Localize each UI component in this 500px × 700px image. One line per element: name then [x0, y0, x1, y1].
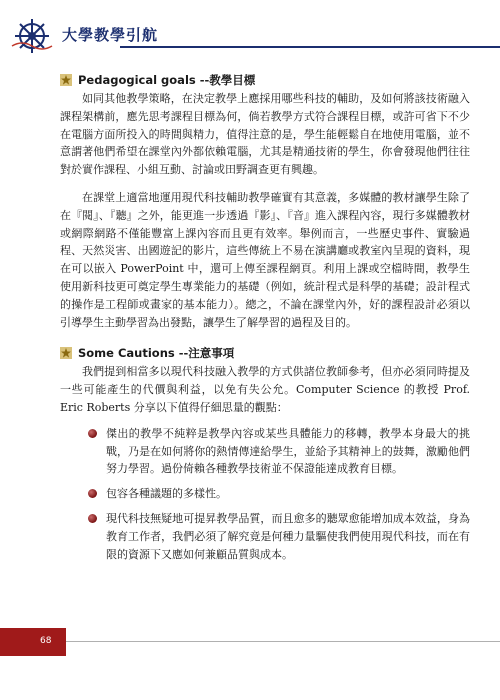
bullet-icon [88, 429, 97, 438]
section-heading-some-cautions [60, 345, 470, 361]
section-heading-zh: --注意事項 [174, 346, 235, 361]
list-item [88, 425, 470, 478]
list-item [88, 510, 470, 563]
footer-rule [66, 641, 500, 642]
caution-list [60, 425, 470, 564]
header-title: 大學教學引航 [62, 26, 159, 44]
bullet-icon [88, 489, 97, 498]
paragraph: 我們提到相當多以現代科技融入教學的方式供諸位教師參考，但亦必須同時提及一些可能產生的代價與利益，以免有失公允。Computer Science 的教授 Prof. Eric Roberts 分享以下值得仔細思量的觀點： [60, 365, 470, 414]
main-content [60, 72, 470, 570]
page-header [0, 0, 500, 62]
list-item-text: 傑出的教學不純粹是教學內容或某些具體能力的移轉，教學本身最大的挑戰，乃是在如何將你的熱情傳達給學生，並給予其精神上的鼓舞，激勵他們努力學習。過份倚賴各種教學技術並不保證能達成教育目標。 [106, 426, 470, 476]
page-number: 68 [40, 636, 52, 646]
paragraph: 在課堂上適當地運用現代科技輔助教學確實有其意義，多媒體的教材讓學生除了在『閱』、『聽』之外，能更進一步透過『影』、『音』進入課程內容，現行多媒體教材或網際網路不僅能豐富上課內容而且更有效率。舉例而言，一些歷史事件、實驗過程、天然災害、出國遊記的影片，這些傳統上不易在演講廳或教室內呈現的資料，現在可以嵌入 PowerPoint 中，還可上傳至課程網頁。利用上課或空檔時間，教學生使用新科技更可奠定學生專業能力的基礎（例如，統計程式是科學的基礎；設計程式的操作是工程師或畫家的基本能力）。總之，不論在課堂內外，好的課程設計必須以引導學生主動學習為出發點，讓學生了解學習的過程及目的。 [60, 190, 470, 329]
paragraph: 如同其他教學策略，在決定教學上應採用哪些科技的輔助，及如何將該技術融入課程架構前，應先思考課程目標為何，倘若教學方式符合課程目標，或許可省下不少在電腦方面所投入的時間與精力，值得注意的是，學生能輕鬆自在地使用電腦，並不意謂著他們希望在課堂內外都依賴電腦，尤其是精通技術的學生，你會發現他們往往對於實作課程、小組互動、討論或田野調查更有興趣。 [60, 92, 470, 177]
list-item [88, 485, 470, 503]
list-item-text: 包容各種議題的多樣性。 [106, 487, 227, 501]
header-rule [120, 46, 500, 48]
section-heading-pedagogical-goals [60, 72, 470, 88]
bullet-icon [88, 514, 97, 523]
star-bullet-icon [60, 347, 72, 359]
section-heading-en: Pedagogical goals [78, 73, 196, 87]
list-item-text: 現代科技無疑地可提昇教學品質，而且愈多的聽眾愈能增加成本效益，身為教育工作者，我們必須了解究竟是何種力量驅使我們使用現代科技，而在有限的資源下又應如何兼顧品質與成本。 [106, 511, 470, 561]
section-heading-zh: --教學目標 [195, 73, 256, 87]
star-bullet-icon [60, 74, 72, 86]
ship-wheel-logo-icon [10, 16, 54, 56]
section-heading-en: Some Cautions [78, 346, 175, 361]
footer-page-tab [0, 628, 66, 656]
